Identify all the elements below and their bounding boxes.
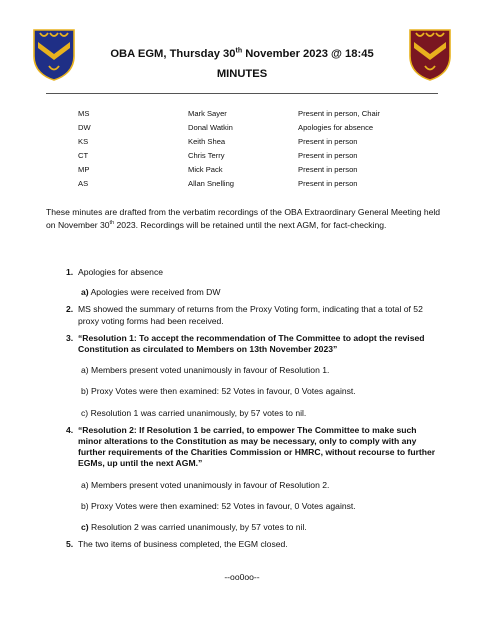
agenda-subitem-label: a) <box>81 287 89 298</box>
attendee-status: Present in person <box>298 137 358 147</box>
agenda-item-text: “Resolution 1: To accept the recommendation of The Committee to adopt the revised Constitution as circulated to Members on 13th November 2023” <box>78 332 425 355</box>
attendee-name: Donal Watkin <box>188 123 233 133</box>
footer-mark: --oo0oo-- <box>224 572 260 582</box>
attendee-name: Mick Pack <box>188 165 223 175</box>
agenda-item-number: 5. <box>66 539 74 550</box>
attendee-status: Present in person, Chair <box>298 109 380 118</box>
attendee-status: Present in person <box>298 179 358 189</box>
agenda-item <box>66 425 436 470</box>
agenda-subitem-text: Resolution 1 was carried unanimously, by 57 votes to nil. <box>90 407 307 418</box>
page-title: OBA EGM, Thursday 30th November 2023 @ 18:45 <box>110 47 374 60</box>
agenda-item <box>66 267 436 278</box>
attendee-status: Apologies for absence <box>298 123 374 133</box>
agenda-item-text: “Resolution 2: If Resolution 1 be carried, to empower The Committee to make such minor alterations to the Constitution as may be necessary, only to comply with any further requirements of the Charities Commission or HMRC, without recourse to further EGMs, up until the next AGM.” <box>78 424 436 469</box>
attendee-name: Keith Shea <box>188 137 226 147</box>
attendee-name: Chris Terry <box>188 151 225 161</box>
attendee-row <box>78 107 408 121</box>
agenda-item <box>66 304 436 326</box>
agenda-subitem-text: Resolution 2 was carried unanimously, by 57 votes to nil. <box>91 522 307 533</box>
attendee-table <box>78 107 408 192</box>
agenda-item-text: MS showed the summary of returns from the Proxy Voting form, indicating that a total of 52 proxy voting forms had been received. <box>78 304 423 326</box>
attendee-initials: AS <box>78 179 89 189</box>
agenda-subitem-text: Members present voted unanimously in favour of Resolution 1. <box>91 365 330 376</box>
agenda-item-number: 2. <box>66 304 74 315</box>
left-crest-logo <box>32 28 76 82</box>
attendee-initials: DW <box>78 123 91 133</box>
attendee-initials: KS <box>78 137 89 147</box>
agenda-subitem-label: c) <box>81 522 89 533</box>
right-crest-logo <box>408 28 452 82</box>
agenda-subitem <box>66 408 436 419</box>
agenda-subitem-label: b) <box>81 386 89 397</box>
agenda-subitem <box>66 480 436 491</box>
attendee-row <box>78 163 408 177</box>
header-divider <box>46 93 438 94</box>
agenda-item <box>66 539 436 550</box>
attendee-name: Allan Snelling <box>188 179 235 189</box>
attendee-status: Present in person <box>298 165 358 175</box>
agenda-subitem-text: Apologies were received from DW <box>90 287 221 298</box>
attendee-initials: MP <box>78 165 90 175</box>
agenda-subitem-label: a) <box>81 365 89 376</box>
agenda-item-number: 3. <box>66 332 74 343</box>
agenda-subitem <box>66 501 436 512</box>
agenda-subitem-label: a) <box>81 479 89 490</box>
agenda-subitem <box>66 522 436 533</box>
attendee-status: Present in person <box>298 151 358 161</box>
page-subtitle: MINUTES <box>216 68 268 80</box>
agenda-item-text: The two items of business completed, the EGM closed. <box>78 539 288 550</box>
agenda-subitem <box>66 365 436 376</box>
attendee-name: Mark Sayer <box>188 109 227 118</box>
agenda-subitem-text: Members present voted unanimously in favour of Resolution 2. <box>91 479 330 490</box>
agenda-subitem-label: b) <box>81 500 89 511</box>
agenda-subitem-label: c) <box>81 407 89 418</box>
agenda-subitem <box>66 386 436 397</box>
intro-paragraph: These minutes are drafted from the verbatim recordings of the OBA Extraordinary General Meeting held on November 30th 2023. Recordings will be retained until the next AGM, for fact-checking. <box>46 207 441 230</box>
attendee-row <box>78 121 408 135</box>
attendee-row <box>78 177 408 191</box>
agenda-subitem <box>66 287 436 298</box>
agenda-list <box>66 267 436 550</box>
agenda-subitem-text: Proxy Votes were then examined: 52 Votes in favour, 0 Votes against. <box>91 386 356 397</box>
agenda-item <box>66 333 436 355</box>
agenda-subitem-text: Proxy Votes were then examined: 52 Votes in favour, 0 Votes against. <box>91 500 356 511</box>
agenda-item-number: 1. <box>66 267 74 277</box>
attendee-initials: MS <box>78 109 90 118</box>
agenda-item-number: 4. <box>66 424 74 435</box>
attendee-row <box>78 135 408 149</box>
agenda-item-text: Apologies for absence <box>78 267 164 277</box>
attendee-initials: CT <box>78 151 89 161</box>
attendee-row <box>78 149 408 163</box>
